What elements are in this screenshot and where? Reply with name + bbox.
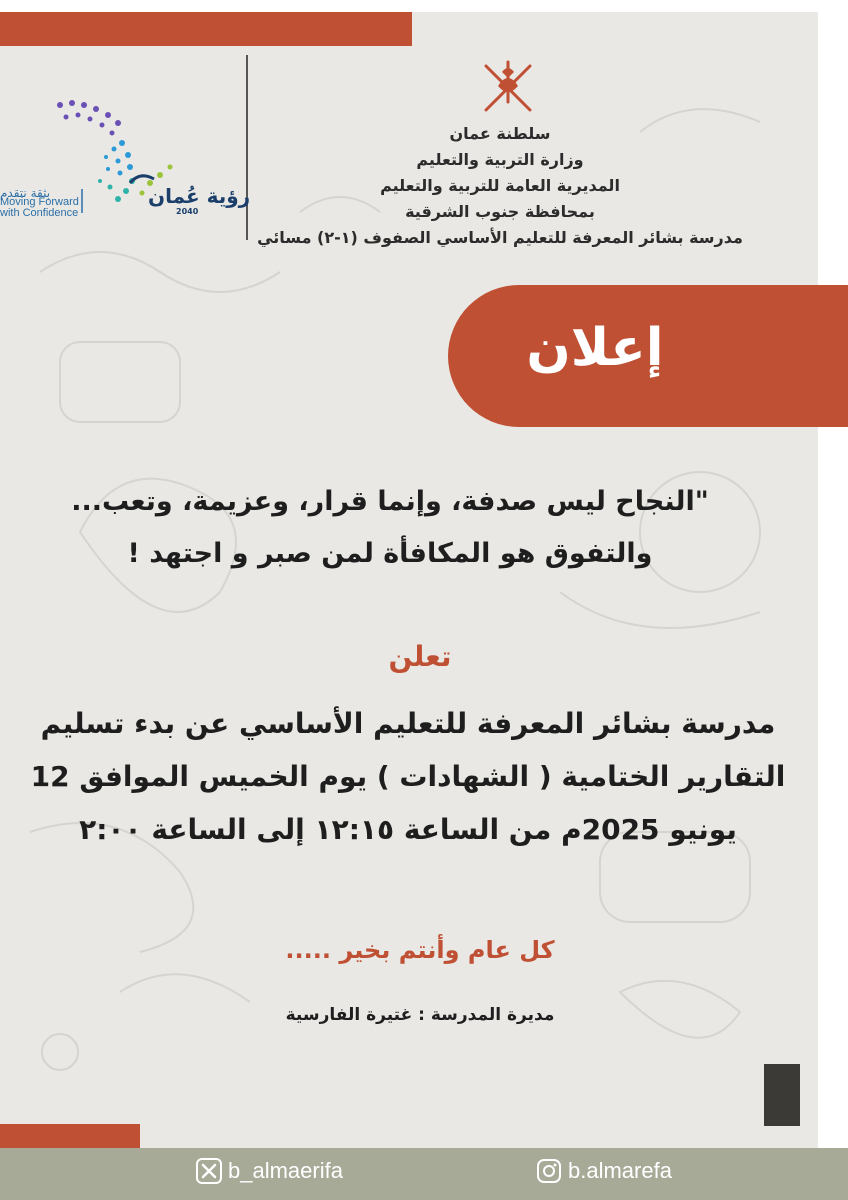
vision-tagline-en	[0, 197, 79, 219]
vision-tagline-en-line: Moving Forward	[0, 196, 79, 208]
principal-signature: مديرة المدرسة : غتيرة الفارسية	[285, 1005, 555, 1025]
greeting: كل عام وأنتم بخير .....	[285, 936, 555, 964]
instagram-handle: b.almarefa	[568, 1158, 672, 1183]
ministry-header	[250, 121, 750, 251]
header-line: مدرسة بشائر المعرفة للتعليم الأساسي الصفوف (١-٢) مسائي	[257, 228, 743, 247]
quote-line: "النجاح ليس صدفة، وإنما قرار، وعزيمة، وتعب...	[71, 486, 709, 517]
header-divider	[246, 55, 248, 240]
announcement-line: يونيو 2025م من الساعة ١٢:١٥ إلى الساعة ٢:٠٠	[79, 813, 737, 846]
bottom-accent-bar	[0, 1124, 140, 1148]
announcement-line: التقارير الختامية ( الشهادات ) يوم الخميس الموافق 12	[30, 760, 786, 793]
header-line: سلطنة عمان	[449, 124, 551, 143]
footer-bar	[0, 1148, 848, 1200]
vision-year: 2040	[176, 207, 199, 216]
announces-heading: تعلن	[388, 640, 452, 673]
header-line: بمحافظة جنوب الشرقية	[405, 202, 595, 221]
header-line: وزارة التربية والتعليم	[416, 150, 584, 169]
x-social-link[interactable]	[196, 1156, 343, 1186]
announcement-line: مدرسة بشائر المعرفة للتعليم الأساسي عن بدء تسليم	[40, 707, 776, 740]
header-line: المديرية العامة للتربية والتعليم	[380, 176, 620, 195]
x-handle: b_almaerifa	[228, 1158, 343, 1183]
instagram-social-link[interactable]	[536, 1156, 672, 1186]
quote-line: والتفوق هو المكافأة لمن صبر و اجتهد !	[127, 538, 653, 569]
vision-tagline-en-line: with Confidence	[0, 207, 79, 219]
motivational-quote	[40, 476, 740, 580]
top-accent-bar	[0, 12, 412, 46]
vision-tagline-ar: بثقة نتقدم	[0, 186, 51, 200]
oman-emblem-icon	[476, 52, 540, 116]
announcement-title: إعلان	[526, 318, 664, 378]
instagram-logo-icon	[536, 1158, 562, 1184]
vision-name: رؤية عُمان	[148, 184, 251, 208]
announcement-body	[28, 697, 788, 856]
x-logo-icon	[196, 1158, 222, 1184]
decorative-dark-block	[764, 1064, 800, 1126]
